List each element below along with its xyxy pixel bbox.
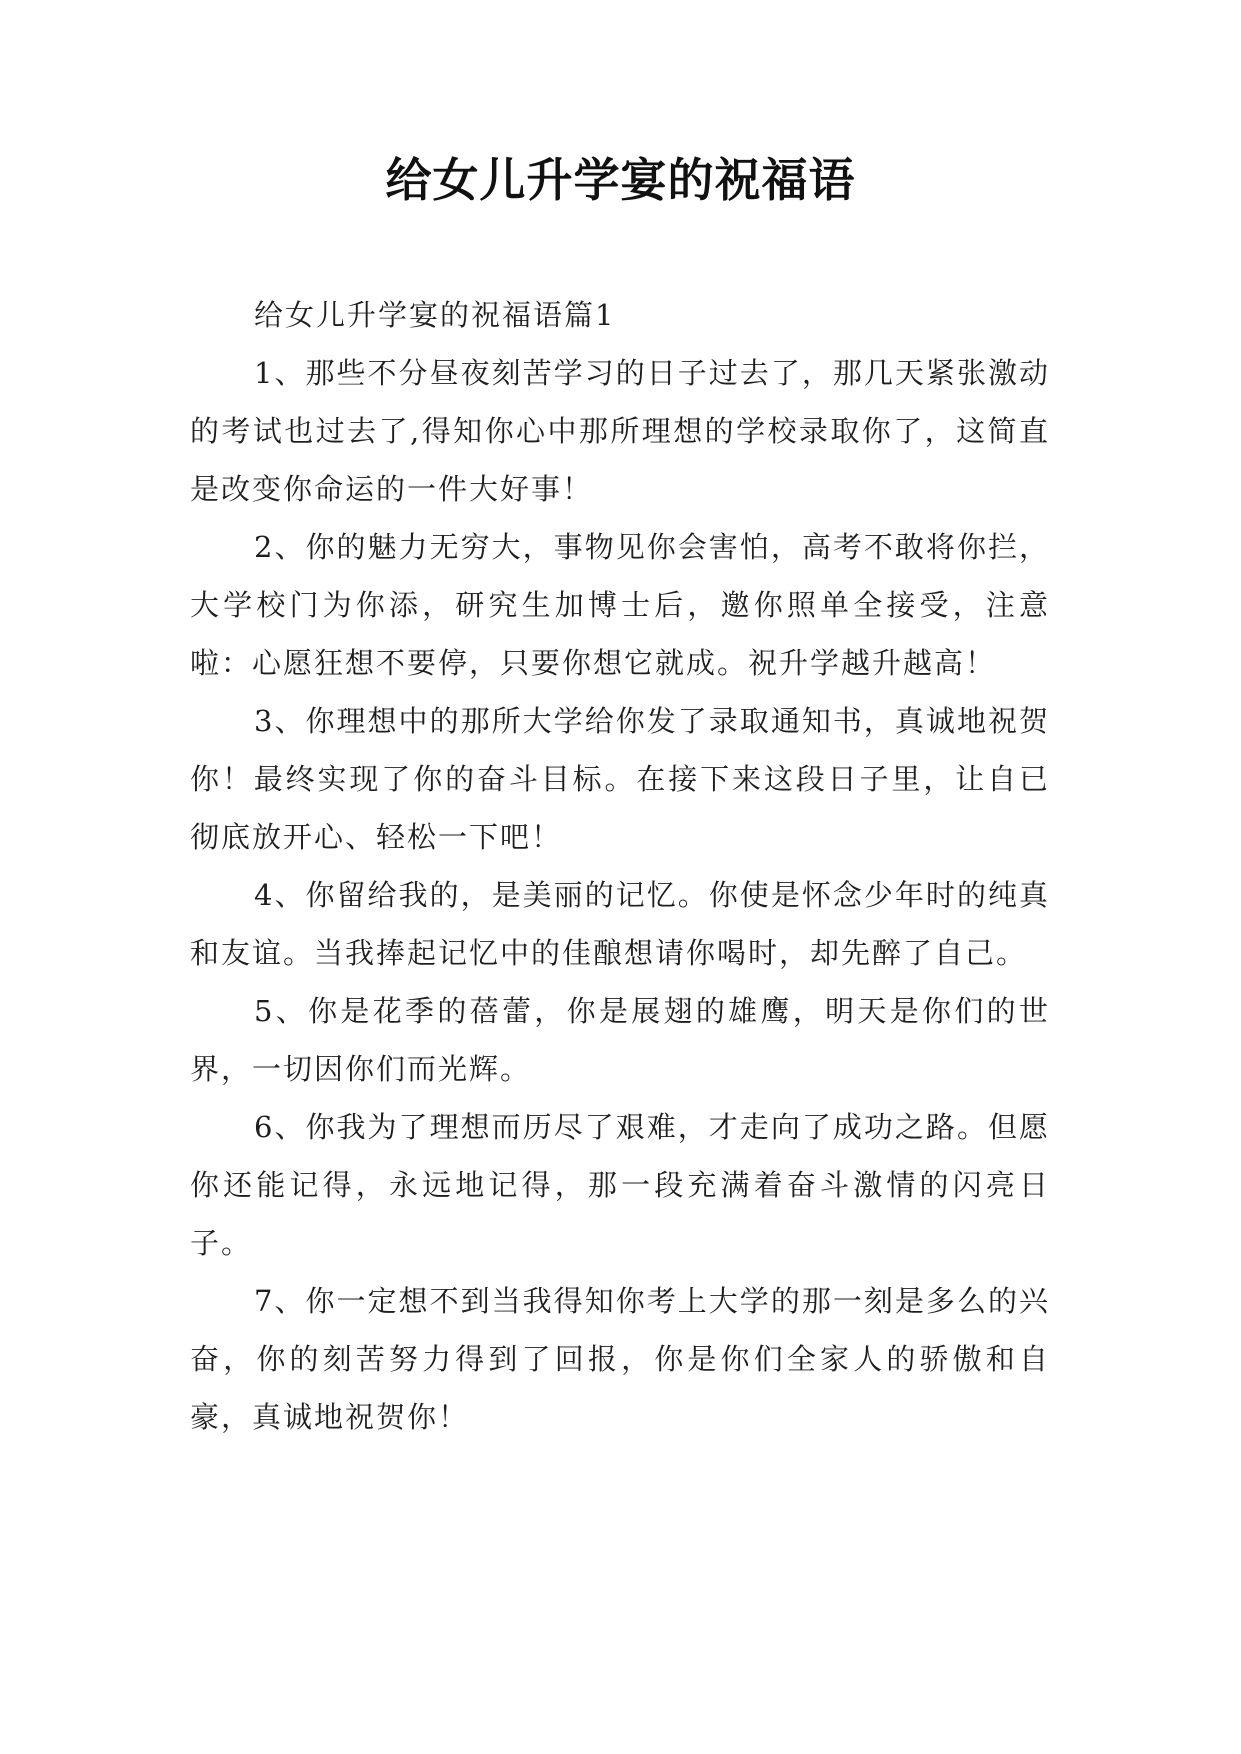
document-body <box>190 286 1050 1446</box>
paragraph-4: 4、你留给我的，是美丽的记忆。你使是怀念少年时的纯真和友谊。当我捧起记忆中的佳酿想请你喝时，却先醉了自己。 <box>190 878 1050 970</box>
section-heading: 给女儿升学宴的祝福语篇1 <box>254 298 616 332</box>
paragraph-5: 5、你是花季的蓓蕾，你是展翅的雄鹰，明天是你们的世界，一切因你们而光辉。 <box>190 994 1050 1086</box>
paragraph-2: 2、你的魅力无穷大，事物见你会害怕，高考不敢将你拦，大学校门为你添，研究生加博士后，邀你照单全接受，注意啦：心愿狂想不要停，只要你想它就成。祝升学越升越高！ <box>190 530 1050 680</box>
document-title: 给女儿升学宴的祝福语 <box>385 153 856 207</box>
paragraph-1: 1、那些不分昼夜刻苦学习的日子过去了，那几天紧张激动的考试也过去了,得知你心中那所理想的学校录取你了，这简直是改变你命运的一件大好事！ <box>190 356 1050 506</box>
paragraph-6: 6、你我为了理想而历尽了艰难，才走向了成功之路。但愿你还能记得，永远地记得，那一段充满着奋斗激情的闪亮日子。 <box>190 1110 1050 1260</box>
paragraph-7: 7、你一定想不到当我得知你考上大学的那一刻是多么的兴奋，你的刻苦努力得到了回报，你是你们全家人的骄傲和自豪，真诚地祝贺你！ <box>190 1284 1050 1434</box>
paragraph-3: 3、你理想中的那所大学给你发了录取通知书，真诚地祝贺你！最终实现了你的奋斗目标。在接下来这段日子里，让自已彻底放开心、轻松一下吧！ <box>190 704 1050 854</box>
